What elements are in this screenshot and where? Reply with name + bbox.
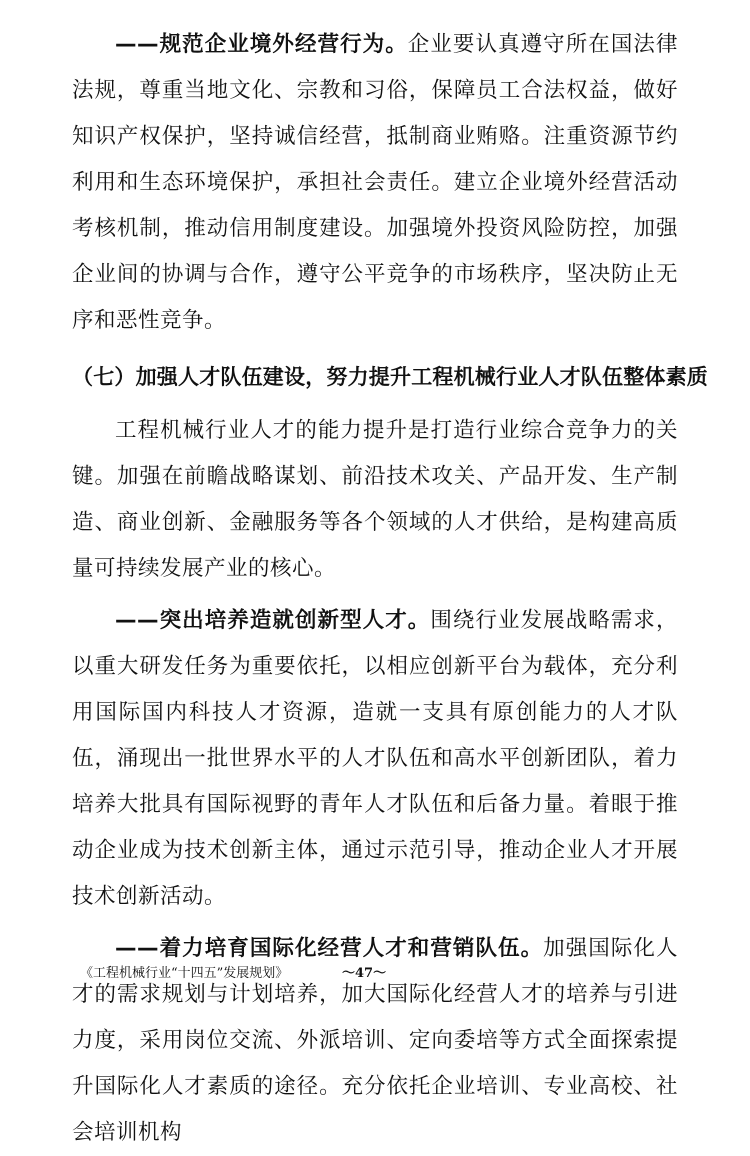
paragraph-lead: ——规范企业境外经营行为。: [115, 32, 408, 57]
footer-page-number: ～47～: [342, 966, 387, 981]
paragraph-lead: ——突出培养造就创新型人才。: [115, 608, 431, 633]
page-footer: [80, 962, 680, 982]
paragraph-text: 加强国际化人才的需求规划与计划培养，加大国际化经营人才的培养与引进力度，采用岗位交流、外派培训、定向委培等方式全面探索提升国际化人才素质的途径。充分依托企业培训、专业高校、社会培训机构: [72, 936, 678, 1145]
paragraph-international-talent: [72, 926, 678, 1156]
document-body: [72, 22, 708, 1156]
section-heading: （七）加强人才队伍建设，努力提升工程机械行业人才队伍整体素质: [72, 365, 708, 389]
paragraph-text: 工程机械行业人才的能力提升是打造行业综合竞争力的关键。加强在前瞻战略谋划、前沿技术攻关、产品开发、生产制造、商业创新、金融服务等各个领域的人才供给，是构建高质量可持续发展产业的核心。: [72, 418, 678, 581]
paragraph-talent-capability: [72, 408, 678, 592]
footer-document-title: 《工程机械行业“十四五”发展规划》: [80, 966, 289, 981]
paragraph-lead: ——着力培育国际化经营人才和营销队伍。: [115, 936, 544, 961]
paragraph-overseas-operations: [72, 22, 678, 344]
paragraph-text: 围绕行业发展战略需求，以重大研发任务为重要依托，以相应创新平台为载体，充分利用国际国内科技人才资源，造就一支具有原创能力的人才队伍，涌现出一批世界水平的人才队伍和高水平创新团队，着力培养大批具有国际视野的青年人才队伍和后备力量。着眼于推动企业成为技术创新主体，通过示范引导，推动企业人才开展技术创新活动。: [72, 608, 678, 909]
paragraph-text: 企业要认真遵守所在国法律法规，尊重当地文化、宗教和习俗，保障员工合法权益，做好知识产权保护，坚持诚信经营，抵制商业贿赂。注重资源节约利用和生态环境保护，承担社会责任。建立企业境外经营活动考核机制，推动信用制度建设。加强境外投资风险防控，加强企业间的协调与合作，遵守公平竞争的市场秩序，坚决防止无序和恶性竞争。: [72, 32, 678, 333]
paragraph-innovative-talent: [72, 598, 678, 920]
